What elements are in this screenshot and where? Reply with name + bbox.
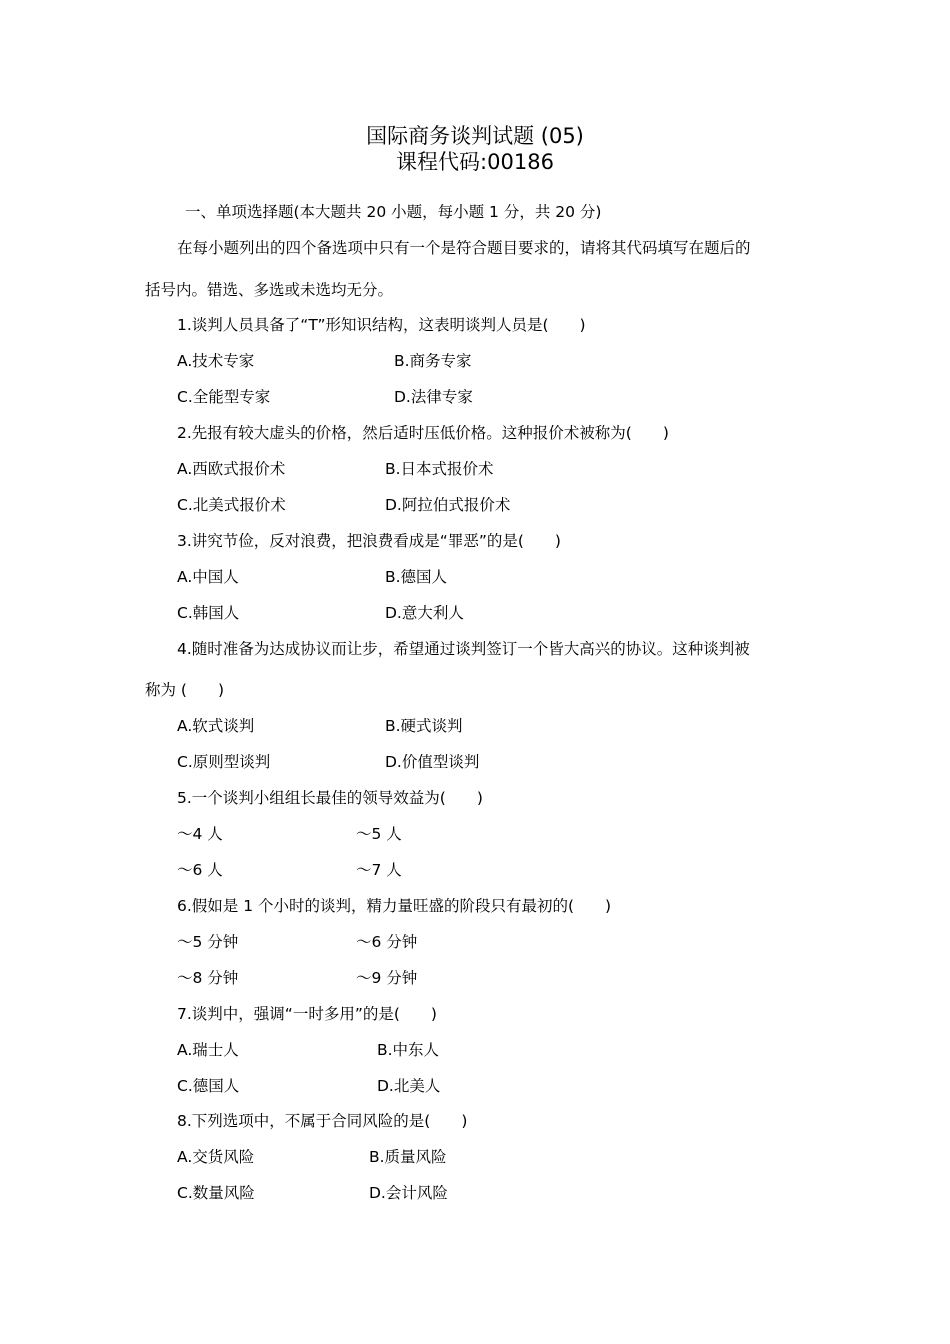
option-d: D.意大利人 — [385, 604, 464, 622]
instructions-line-2: 括号内。错选、多选或未选均无分。 — [145, 281, 394, 299]
question-stem: 1.谈判人员具备了“T”形知识结构，这表明谈判人员是( ) — [177, 316, 586, 334]
question-stem: 7.谈判中，强调“一时多用”的是( ) — [177, 1005, 437, 1023]
option-c: C.韩国人 — [177, 604, 240, 622]
option-b: B.质量风险 — [369, 1148, 447, 1166]
option-c: C.数量风险 — [177, 1184, 255, 1202]
option-c: C.全能型专家 — [177, 388, 271, 406]
option-c: ～8 分钟 — [177, 969, 239, 987]
option-c: C.北美式报价术 — [177, 496, 286, 514]
option-a: A.软式谈判 — [177, 717, 255, 735]
question-stem: 2.先报有较大虚头的价格，然后适时压低价格。这种报价术被称为( ) — [177, 424, 669, 442]
option-b: B.日本式报价术 — [385, 460, 494, 478]
option-b: ～6 分钟 — [356, 933, 418, 951]
option-b: B.中东人 — [377, 1041, 440, 1059]
option-b: B.商务专家 — [394, 352, 472, 370]
option-d: ～9 分钟 — [356, 969, 418, 987]
option-c: ～6 人 — [177, 861, 223, 879]
option-b: B.德国人 — [385, 568, 448, 586]
option-a: A.技术专家 — [177, 352, 255, 370]
option-d: D.会计风险 — [369, 1184, 448, 1202]
option-a: ～5 分钟 — [177, 933, 239, 951]
option-a: A.瑞士人 — [177, 1041, 239, 1059]
option-d: D.阿拉伯式报价术 — [385, 496, 511, 514]
option-c: C.原则型谈判 — [177, 753, 271, 771]
option-c: C.德国人 — [177, 1077, 240, 1095]
question-stem-continued: 称为 ( ) — [145, 681, 225, 699]
instructions-line-1: 在每小题列出的四个备选项中只有一个是符合题目要求的，请将其代码填写在题后的 — [177, 239, 751, 257]
option-d: ～7 人 — [356, 861, 402, 879]
question-stem: 5.一个谈判小组组长最佳的领导效益为( ) — [177, 789, 483, 807]
option-b: ～5 人 — [356, 825, 402, 843]
course-code: 课程代码:00186 — [396, 150, 554, 174]
option-d: D.法律专家 — [394, 388, 473, 406]
question-stem: 3.讲究节俭，反对浪费，把浪费看成是“罪恶”的是( ) — [177, 532, 561, 550]
option-d: D.价值型谈判 — [385, 753, 480, 771]
option-a: ～4 人 — [177, 825, 223, 843]
option-d: D.北美人 — [377, 1077, 441, 1095]
option-a: A.交货风险 — [177, 1148, 255, 1166]
option-a: A.西欧式报价术 — [177, 460, 286, 478]
option-a: A.中国人 — [177, 568, 239, 586]
section-heading: 一、单项选择题(本大题共 20 小题，每小题 1 分，共 20 分) — [185, 203, 602, 221]
question-stem: 4.随时准备为达成协议而让步，希望通过谈判签订一个皆大高兴的协议。这种谈判被 — [177, 640, 750, 658]
option-b: B.硬式谈判 — [385, 717, 463, 735]
question-stem: 6.假如是 1 个小时的谈判，精力量旺盛的阶段只有最初的( ) — [177, 897, 612, 915]
exam-title: 国际商务谈判试题 (05) — [366, 124, 584, 148]
question-stem: 8.下列选项中，不属于合同风险的是( ) — [177, 1112, 468, 1130]
